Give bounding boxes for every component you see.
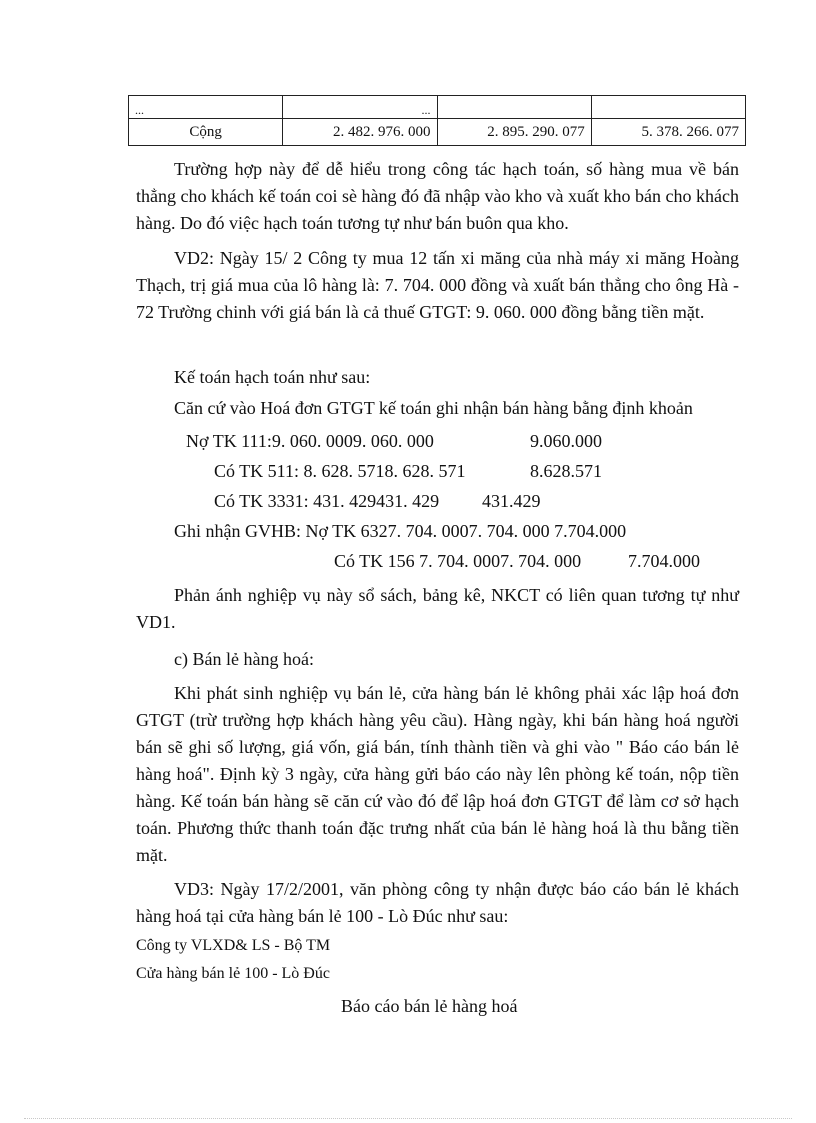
- entry-credit-511: Có TK 511: 8. 628. 5718. 628. 571: [214, 461, 466, 481]
- paragraph-4: [136, 680, 739, 869]
- table-cell: 2. 482. 976. 000: [283, 119, 437, 146]
- table-cell: 5. 378. 266. 077: [591, 119, 745, 146]
- table-cell: [591, 96, 745, 119]
- entry-cogs: Ghi nhận GVHB: Nợ TK 6327. 704. 0007. 704. 000 7.704.000: [174, 521, 627, 541]
- paragraph-1: [136, 156, 739, 237]
- paragraph-text: Phản ánh nghiệp vụ này sổ sách, bảng kê, NKCT có liên quan tương tự như VD1.: [136, 585, 739, 632]
- table-row: [129, 96, 746, 119]
- entry-credit-3331-amount: 431.429: [482, 491, 541, 511]
- basis-line: Căn cứ vào Hoá đơn GTGT kế toán ghi nhận bán hàng bằng định khoản: [174, 398, 693, 418]
- store-name: Cửa hàng bán lẻ 100 - Lò Đúc: [136, 965, 330, 982]
- company-name: Công ty VLXD& LS - Bộ TM: [136, 937, 331, 954]
- table-row: [129, 119, 746, 146]
- paragraph-text: VD2: Ngày 15/ 2 Công ty mua 12 tấn xi măng của nhà máy xi măng Hoàng Thạch, trị giá mua của lô hàng là: 7. 704. 000 đồng và xuất bán thẳng cho ông Hà - 72 Trường chinh với giá bán là cả thuế GTGT: 9. 060. 000 đồng bằng tiền mặt.: [136, 248, 739, 322]
- entry-credit-511-amount: 8.628.571: [530, 461, 602, 481]
- accounting-intro: Kế toán hạch toán như sau:: [174, 367, 371, 387]
- table-cell: 2. 895. 290. 077: [437, 119, 591, 146]
- entry-credit-3331: Có TK 3331: 431. 429431. 429: [214, 491, 440, 511]
- table-cell-total-label: Cộng: [129, 119, 283, 146]
- summary-table: [128, 95, 746, 146]
- paragraph-5: [136, 876, 739, 930]
- paragraph-text: Trường hợp này để dễ hiểu trong công tác hạch toán, số hàng mua về bán thẳng cho khách kế toán coi sè hàng đó đã nhập vào kho và xuất kho bán cho khách hàng. Do đó việc hạch toán tương tự như bán buôn qua kho.: [136, 159, 739, 233]
- page-bottom-divider: [24, 1118, 792, 1119]
- paragraph-2: [136, 245, 739, 326]
- table-cell: ...: [283, 96, 437, 119]
- entry-credit-156-amount: 7.704.000: [628, 551, 700, 571]
- paragraph-text: Khi phát sinh nghiệp vụ bán lẻ, cửa hàng bán lẻ không phải xác lập hoá đơn GTGT (trừ trường hợp khách hàng yêu cầu). Hàng ngày, khi bán hàng hoá người bán sẽ ghi số lượng, giá vốn, giá bán, tính thành tiền và ghi vào " Báo cáo bán lẻ hàng hoá". Định kỳ 3 ngày, cửa hàng gửi báo cáo này lên phòng kế toán, nộp tiền hàng. Kế toán bán hàng sẽ căn cứ vào đó để lập hoá đơn GTGT để làm cơ sở hạch toán. Phương thức thanh toán đặc trưng nhất của bán lẻ hàng hoá là thu bằng tiền mặt.: [136, 683, 739, 865]
- paragraph-text: VD3: Ngày 17/2/2001, văn phòng công ty nhận được báo cáo bán lẻ khách hàng hoá tại cửa hàng bán lẻ 100 - Lò Đúc như sau:: [136, 879, 739, 926]
- entry-debit-111: Nợ TK 111:9. 060. 0009. 060. 000: [186, 431, 434, 451]
- paragraph-3: [136, 582, 739, 636]
- entry-credit-156: Có TK 156 7. 704. 0007. 704. 000: [334, 551, 582, 571]
- report-title: Báo cáo bán lẻ hàng hoá: [341, 996, 518, 1016]
- entry-debit-111-amount: 9.060.000: [530, 431, 602, 451]
- section-heading: c) Bán lẻ hàng hoá:: [174, 649, 314, 669]
- table-cell: ...: [129, 96, 283, 119]
- table-cell: [437, 96, 591, 119]
